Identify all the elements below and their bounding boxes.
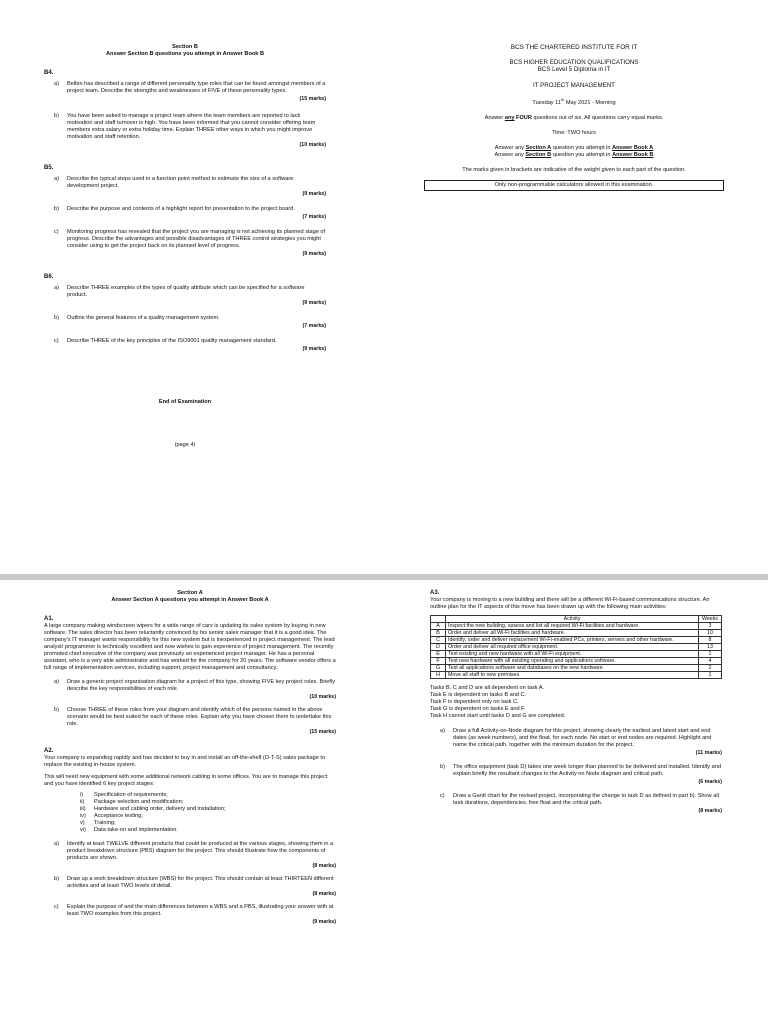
dependency-item: Tasks B, C and D are all dependent on task A. <box>430 685 545 691</box>
activity-weeks: 1 <box>699 651 722 658</box>
question-part <box>430 764 722 778</box>
list-item <box>80 813 336 820</box>
list-text: Acceptance testing; <box>94 813 143 819</box>
part-text: Identify at least TWELVE different products that could be produced at the various stages, showing them in a product breakdown structure (PBS) diagram for the project. This should illustrate how the components of products are shown. <box>67 841 334 861</box>
table-row <box>431 623 722 630</box>
date-text: Tuesday 11 <box>532 99 561 106</box>
question-number-a1: A1. <box>44 616 54 622</box>
activity-description: Order and deliver all Wi-Fi facilities and hardware. <box>446 630 699 637</box>
answer-book-b-emphasis: Answer Book B <box>612 151 654 158</box>
part-marks: (9 marks) <box>302 346 326 352</box>
part-marks: (15 marks) <box>309 729 336 735</box>
question-part <box>430 793 722 807</box>
part-label: b) <box>54 707 59 713</box>
table-header-activity: Activity <box>446 616 699 623</box>
part-text: Outline the general features of a quality management system. <box>67 315 220 321</box>
line-text-mid: question you attempt in <box>551 144 613 151</box>
dependency-list <box>430 685 722 720</box>
list-item <box>80 799 336 806</box>
level-title: BCS Level 5 Diploma in IT <box>537 66 611 73</box>
question-number: B4. <box>44 70 54 76</box>
dependency-item: Task F is dependent only on task C. <box>430 699 519 705</box>
list-text: Specification of requirements; <box>94 792 168 798</box>
question-part <box>44 876 336 890</box>
question-part <box>430 728 722 749</box>
part-label: a) <box>440 728 445 734</box>
question-part <box>44 206 326 213</box>
a3-scenario: Your company is moving to a new building and there will be a different Wi-Fi-based communications structure. An outline plan for the IT aspects of this move has been drawn up with the following main activities: <box>430 597 710 610</box>
part-text: Draw a Gantt chart for the revised project, incorporating the change to task D as defined in part b). Show all task durations, dependencies, free float and the critical path. <box>453 793 719 806</box>
table-header-id <box>431 616 446 623</box>
section-a-title: Section A <box>177 590 203 596</box>
answer-text-post: questions out of six. All questions carry equal marks. <box>531 114 664 121</box>
part-label: b) <box>54 315 59 321</box>
part-marks: (9 marks) <box>302 300 326 306</box>
list-marker: ii) <box>80 799 85 805</box>
activity-id: B <box>431 630 446 637</box>
section-b-emphasis: Section B <box>525 151 552 158</box>
activity-weeks: 4 <box>699 658 722 665</box>
part-marks: (8 marks) <box>698 808 722 814</box>
question-number-a3: A3. <box>430 590 440 596</box>
part-text: Describe THREE examples of the types of quality attribute which can be specified for a software product. <box>67 285 305 298</box>
page-number: (page 4) <box>174 442 196 448</box>
part-marks: (9 marks) <box>312 919 336 925</box>
section-b-column <box>44 44 326 449</box>
list-item <box>80 792 336 799</box>
answer-any-emphasis: any <box>504 114 515 121</box>
module-title: IT PROJECT MANAGEMENT <box>533 82 615 89</box>
section-a-emphasis: Section A <box>525 144 552 151</box>
table-row <box>431 658 722 665</box>
part-marks: (9 marks) <box>302 251 326 257</box>
a2-intro: Your company is expanding rapidly and has decided to buy in and install an off-the-shelf (O-T-S) sales package to replace the existing in-house system. <box>44 755 326 768</box>
list-text: Package selection and modification; <box>94 799 184 805</box>
part-label: c) <box>54 229 59 235</box>
qualifications-title: BCS HIGHER EDUCATION QUALIFICATIONS <box>509 59 639 66</box>
line-text: Answer any <box>494 151 526 158</box>
list-text: Data take-on and implementation. <box>94 827 178 833</box>
part-text: Explain the purpose of and the main differences between a WBS and a PBS, illustrating your answer with at least TWO examples from this project. <box>67 904 334 917</box>
part-label: c) <box>54 904 59 910</box>
cover-column <box>424 44 724 191</box>
question-part <box>44 707 336 728</box>
question-part <box>44 679 336 693</box>
part-marks: (10 marks) <box>309 694 336 700</box>
part-text: The office equipment (task D) takes one week longer than planned to be delivered and installed. Identify and explain briefly the resultant changes to the Activity on Node diagram and critical path. <box>453 764 721 777</box>
question-number: B6. <box>44 274 54 280</box>
calculator-note: Only non-programmable calculators allowed in this examination. <box>424 180 724 191</box>
part-marks: (8 marks) <box>312 863 336 869</box>
activity-description: Identify, order and deliver replacement Wi-Fi-enabled PCs, printers, servers and other hardware. <box>446 637 699 644</box>
part-label: a) <box>54 841 59 847</box>
section-a-instruction: Answer Section A questions you attempt in Answer Book A <box>111 597 269 603</box>
table-header-row <box>431 616 722 623</box>
part-label: a) <box>54 285 59 291</box>
list-marker: iv) <box>80 813 86 819</box>
question-part <box>44 285 326 299</box>
part-label: a) <box>54 176 59 182</box>
table-row <box>431 665 722 672</box>
question-part <box>44 315 326 322</box>
end-of-examination: End of Examination <box>158 399 212 405</box>
list-marker: vi) <box>80 827 86 833</box>
part-marks: (7 marks) <box>302 214 326 220</box>
part-marks: (9 marks) <box>302 191 326 197</box>
dependency-item: Task E is dependent on tasks B and C. <box>430 692 527 698</box>
activity-description: Inspect the new building, assess and list all required Wi-Fi facilities and hardware. <box>446 623 699 630</box>
line-text-mid: question you attempt in <box>551 151 613 158</box>
question-part <box>44 904 336 918</box>
table-row <box>431 637 722 644</box>
part-text: Belbin has described a range of different personality type roles that can be found amongst members of a project team. Describe the strengths and weaknesses of FIVE of these personality types. <box>67 81 326 94</box>
marks-note: The marks given in brackets are indicative of the weight given to each part of the question. <box>462 166 686 173</box>
activity-description: Test existing and new hardware with all Wi-Fi equipment. <box>446 651 699 658</box>
table-header-weeks: Weeks <box>699 616 722 623</box>
part-text: You have been asked to manage a project team where the team members are reported to lack motivation and staff turnover is high. You have been informed that you cannot consider offering team members extra salary or extra holiday time. Explain THREE other ways in which you might improve motivation and staff retention. <box>67 113 316 140</box>
question-b6 <box>44 274 326 353</box>
answer-four-emphasis: FOUR <box>514 114 532 121</box>
time-allowed: Time: TWO hours <box>552 129 596 136</box>
activity-table <box>430 615 722 679</box>
date-superscript: th <box>560 97 565 102</box>
table-row <box>431 630 722 637</box>
part-label: c) <box>440 793 445 799</box>
list-marker: i) <box>80 792 84 798</box>
part-label: a) <box>54 679 59 685</box>
section-a-instruction-line <box>424 145 724 152</box>
part-text: Describe the typical steps used in a function point method to estimate the size of a software development project. <box>67 176 294 189</box>
part-marks: (6 marks) <box>698 779 722 785</box>
part-text: Describe THREE of the key principles of the ISO9001 quality management standard. <box>67 338 277 344</box>
list-marker: iii) <box>80 806 86 812</box>
activity-id: F <box>431 658 446 665</box>
part-label: a) <box>54 81 59 87</box>
part-marks: (7 marks) <box>302 323 326 329</box>
list-item <box>80 827 336 834</box>
answer-instruction <box>424 115 724 122</box>
dependency-item: Task H cannot start until tasks D and G are completed. <box>430 713 566 719</box>
part-text: Choose THREE of these roles from your diagram and identify which of the persons named in the above scenario would be best suited for each of these roles. Explain why you have chosen them to undertake this role. <box>67 707 332 727</box>
question-part <box>44 113 326 141</box>
question-part <box>44 176 326 190</box>
exam-date <box>424 96 724 107</box>
activity-description: Test all applications software and databases on the new hardware. <box>446 665 699 672</box>
section-b-instruction: Answer Section B questions you attempt in Answer Book B <box>106 51 264 57</box>
answer-text: Answer <box>484 114 505 121</box>
list-text: Hardware and cabling order, delivery and installation; <box>94 806 226 812</box>
a1-scenario: A large company making windscreen wipers for a wide range of cars is updating its sales system by buying in new software. The sales director has been reluctantly convinced by his senior sales manager that it is a good idea. The company's IT manager wants responsibility for this new system but is inexperienced in project management. The lead analyst/ programmer is technically excellent and now wishes to gain experience of project management. The recently promoted chief executive of the company was previously an experienced project manager. He has a personal assistant, who is a very able administrator and has worked for the company for 20 years. The software vendor offers a full range of implementation services, including support, project management and consultancy. <box>44 623 336 671</box>
a2-stage-list <box>80 792 336 834</box>
activity-weeks: 3 <box>699 623 722 630</box>
activity-description: Move all staff to new premises. <box>446 672 699 679</box>
question-part <box>44 841 336 862</box>
question-a3-column <box>430 590 722 815</box>
section-b-instruction-line <box>424 152 724 159</box>
activity-description: Test new hardware with all existing operating and applications software. <box>446 658 699 665</box>
part-text: Draw a full Activity-on-Node diagram for this project, showing clearly the earliest and latest start and end dates (as week numbers), and the float, for each node. No start or end nodes are required. Highlight and name the critical path, together with the minimum duration for the project. <box>453 728 712 748</box>
part-marks: (10 marks) <box>299 142 326 148</box>
activity-id: G <box>431 665 446 672</box>
part-marks: (11 marks) <box>695 750 722 756</box>
question-b5 <box>44 165 326 258</box>
part-text: Draw up a work breakdown structure (WBS) for the project. This should contain at least THIRTEEN different activities and at least TWO levels of detail. <box>67 876 334 889</box>
answer-book-a-emphasis: Answer Book A <box>612 144 654 151</box>
list-item <box>80 820 336 827</box>
part-marks: (15 marks) <box>299 96 326 102</box>
a2-stages-intro: This will need new equipment with some additional network cabling in some offices. You are to manage this project and you have identified 6 key project stages: <box>44 774 328 787</box>
question-b4 <box>44 70 326 149</box>
part-label: b) <box>54 876 59 882</box>
institute-name: BCS THE CHARTERED INSTITUTE FOR IT <box>510 44 638 51</box>
activity-weeks: 10 <box>699 630 722 637</box>
activity-weeks: 1 <box>699 672 722 679</box>
section-a-column <box>44 590 336 926</box>
part-label: c) <box>54 338 59 344</box>
activity-id: D <box>431 644 446 651</box>
section-b-title: Section B <box>172 44 198 50</box>
part-label: b) <box>440 764 445 770</box>
activity-id: C <box>431 637 446 644</box>
list-marker: v) <box>80 820 85 826</box>
activity-id: A <box>431 623 446 630</box>
part-text: Monitoring progress has revealed that the project you are managing is not achieving its planned stage of progress. Describe the advantages and possible disadvantages of THREE control strategies you might consider using to get the project back on its planned level of progress. <box>67 229 326 249</box>
activity-id: H <box>431 672 446 679</box>
part-text: Draw a generic project organisation diagram for a project of this type, showing FIVE key project roles. Briefly describe the key responsibilities of each role. <box>67 679 336 692</box>
activity-description: Order and deliver all required office equipment. <box>446 644 699 651</box>
part-label: b) <box>54 206 59 212</box>
part-marks: (8 marks) <box>312 891 336 897</box>
table-row <box>431 644 722 651</box>
list-text: Training; <box>94 820 116 826</box>
activity-weeks: 8 <box>699 637 722 644</box>
question-number-a2: A2. <box>44 748 54 754</box>
part-text: Describe the purpose and contents of a highlight report for presentation to the project board. <box>67 206 295 212</box>
question-number: B5. <box>44 165 54 171</box>
question-part <box>44 338 326 345</box>
table-row <box>431 672 722 679</box>
line-text: Answer any <box>494 144 526 151</box>
question-part <box>44 81 326 95</box>
list-item <box>80 806 336 813</box>
question-part <box>44 229 326 250</box>
activity-weeks: 13 <box>699 644 722 651</box>
activity-id: E <box>431 651 446 658</box>
date-text-suffix: May 2021 - Morning <box>564 99 616 106</box>
dependency-item: Task G is dependent on tasks E and F. <box>430 706 526 712</box>
activity-weeks: 2 <box>699 665 722 672</box>
part-label: b) <box>54 113 59 119</box>
table-row <box>431 651 722 658</box>
exam-page-2 <box>0 580 768 1024</box>
